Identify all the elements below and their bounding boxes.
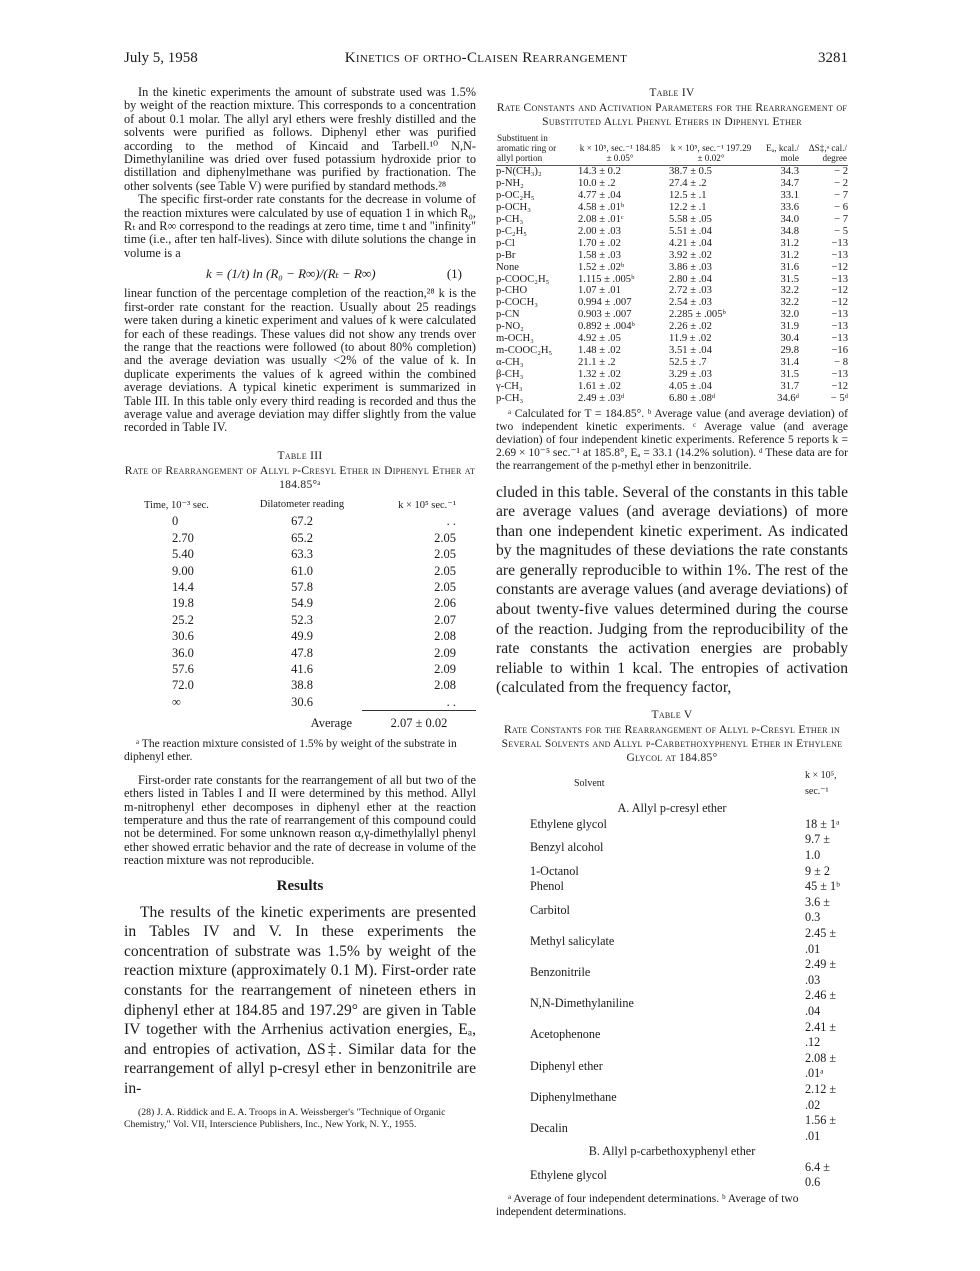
table-cell: 9.00 — [172, 563, 194, 578]
table-cell: p-NO₂ — [496, 321, 524, 333]
table-row — [496, 864, 848, 880]
table-cell: − 7 — [834, 214, 848, 226]
reference-footnote: (28) J. A. Riddick and E. A. Troops in A. Weissberger's "Technique of Organic Chemistry," Vol. VII, Interscience Publishers, Inc., New York, N. Y., 1955. — [124, 1106, 446, 1130]
table-row — [124, 694, 476, 711]
table-cell: 34.8 — [780, 225, 799, 237]
table-cell: −13 — [831, 249, 848, 261]
table-cell: 49.9 — [291, 629, 313, 644]
table-cell: − 6 — [834, 202, 848, 214]
table-cell: 65.2 — [291, 530, 313, 545]
table-3-body — [124, 514, 476, 711]
table-cell: Phenol — [530, 879, 564, 894]
table-cell: N,N-Dimethylaniline — [530, 996, 634, 1011]
table-cell: . . — [446, 514, 456, 529]
table-cell: −12 — [831, 297, 848, 309]
table-cell: Diphenylmethane — [530, 1089, 617, 1104]
table-row — [496, 1113, 848, 1144]
table-row — [496, 321, 848, 333]
table-cell: 14.4 — [172, 580, 194, 594]
column-header: k × 10⁵, sec.⁻¹ 197.29 ± 0.02° — [663, 133, 754, 166]
table-row — [124, 547, 476, 563]
table-cell: 36.0 — [172, 645, 194, 660]
table-row — [496, 369, 848, 381]
table-cell: 2.08 ± .01ᵃ — [805, 1050, 837, 1081]
table-cell: 0 — [172, 514, 179, 529]
table-row — [496, 895, 848, 926]
table-cell: p-COCH₃ — [496, 297, 538, 309]
table-5-caption — [496, 708, 848, 765]
table-cell: 31.5 — [780, 368, 799, 380]
table-title: Rate Constants for the Rearrangement of Allyl p-Cresyl Ether in Several Solvents and Allyl p-Carbethoxyphenyl Ether in Ethylene Glycol at 184.85° — [501, 724, 843, 765]
table-4 — [496, 133, 848, 405]
table-row — [496, 309, 848, 321]
table-cell: p-C₂H₅ — [496, 225, 527, 237]
table-section-label: B. Allyl p-carbethoxyphenyl ether — [588, 1144, 756, 1159]
table-cell: 27.4 ± .2 — [669, 178, 707, 190]
table-row — [496, 297, 848, 309]
table-cell: 31.2 — [780, 237, 799, 249]
column-header: Solvent — [574, 777, 605, 789]
table-cell: 3.92 ± .02 — [669, 249, 712, 261]
table-cell: . . — [446, 694, 456, 709]
table-cell: 63.3 — [291, 547, 313, 562]
table-cell: 2.49 ± .03ᵈ — [578, 392, 625, 404]
table-cell: 2.285 ± .005ᵇ — [669, 309, 726, 321]
table-cell: 21.1 ± .2 — [578, 356, 616, 368]
table-cell: 1.07 ± .01 — [578, 285, 621, 297]
right-column — [496, 86, 848, 1219]
table-cell: 32.2 — [780, 285, 799, 297]
table-cell: −12 — [831, 285, 848, 297]
table-number: Table III — [277, 449, 323, 462]
table-cell: 25.2 — [172, 612, 194, 627]
header-date: July 5, 1958 — [124, 50, 198, 66]
table-cell: 33.1 — [780, 190, 799, 202]
table-cell: 3.51 ± .04 — [669, 344, 712, 356]
table-cell: 1.115 ± .005ᵇ — [578, 273, 635, 285]
table-cell: 31.5 — [780, 273, 799, 285]
column-header: Dilatometer reading — [259, 499, 345, 511]
table-cell: 9.7 ± 1.0 — [805, 832, 830, 863]
paragraph: The specific first-order rate constants for the decrease in volume of the reaction mixtures were calculated by use of equation 1 in which R₀, Rₜ and R∞ correspond to the readings at zero time, time t and "infinity" time (i.e., after ten half-lives). Since with dilute solutions the change in volume is a — [124, 192, 476, 260]
table-cell: 2.05 — [434, 563, 456, 578]
table-cell: 32.0 — [780, 309, 799, 321]
table-5-footnote: ᵃ Average of four independent determinations. ᵇ Average of two independent determinations. — [496, 1193, 799, 1219]
table-cell: β-CH₃ — [496, 368, 524, 380]
table-cell: 61.0 — [291, 563, 313, 578]
table-row — [124, 514, 476, 530]
table-number: Table IV — [649, 87, 695, 99]
table-cell: 34.7 — [780, 178, 799, 190]
column-header: k × 10⁵ sec.⁻¹ — [398, 499, 456, 511]
table-cell: −13 — [831, 309, 848, 321]
table-cell: 1.32 ± .02 — [578, 368, 621, 380]
table-cell: 12.5 ± .1 — [669, 190, 707, 202]
column-header: k × 10⁵, sec.⁻¹ 184.85 ± 0.05° — [572, 133, 663, 166]
table-row — [124, 596, 476, 612]
table-cell: − 2 — [834, 166, 848, 178]
paragraph: linear function of the percentage completion of the reaction,²⁸ k is the first-order rate constant for the reaction. Usually about 25 readings were taken during a kinetic experiment and values of k were calculated for each of these readings. These values did not show any trends over the range that the reactions were followed (to about 80% completion) and the average deviation was usually <2% of the value of k. In duplicate experiments the values of k agreed within the combined average deviations. A typical kinetic experiment is summarized in Table III. In this table only every third reading is recorded and thus the average value and average deviation may differ slightly from the value recorded in Table IV. — [124, 286, 476, 435]
table-cell: m-COOC₂H₅ — [496, 344, 553, 356]
table-cell: 31.9 — [780, 321, 799, 333]
column-header: Eₐ, kcal./ mole — [754, 133, 803, 166]
table-number: Table V — [651, 709, 693, 722]
experimental-text-continued — [124, 774, 476, 868]
table-cell: 1.70 ± .02 — [578, 237, 621, 249]
table-cell: 4.21 ± .04 — [669, 237, 712, 249]
table-row — [496, 285, 848, 297]
table-cell: 2.05 — [434, 530, 456, 545]
table-cell: 57.6 — [172, 661, 194, 676]
table-cell: 2.12 ± .02 — [805, 1081, 837, 1112]
table-cell: 1.58 ± .03 — [578, 249, 621, 261]
table-cell: 2.49 ± .03 — [805, 957, 837, 987]
table-cell: −16 — [831, 344, 848, 356]
table-cell: 33.6 — [780, 202, 799, 214]
table-cell: 31.4 — [780, 356, 799, 368]
table-title: Rate Constants and Activation Parameters for the Rearrangement of Substituted Allyl Phenyl Ethers in Diphenyl Ether — [496, 102, 848, 128]
table-cell: − 8 — [834, 356, 848, 368]
table-row — [124, 563, 476, 579]
table-3-footnote: ᵃ The reaction mixture consisted of 1.5% by weight of the substrate in diphenyl ether. — [124, 737, 457, 763]
table-cell: −13 — [831, 333, 848, 345]
table-cell: 2.05 — [434, 547, 456, 562]
table-cell: − 2 — [834, 178, 848, 190]
table-row — [496, 333, 848, 345]
table-3 — [124, 498, 476, 732]
table-cell: 52.5 ± .7 — [669, 356, 707, 368]
column-header: ΔS‡,ᵃ cal./ degree — [803, 133, 848, 166]
table-row — [124, 612, 476, 628]
table-cell: 67.2 — [291, 514, 313, 529]
table-section-label: A. Allyl p-cresyl ether — [617, 801, 727, 816]
results-text — [124, 903, 476, 1099]
header-title: Kinetics of ortho-Claisen Rearrangement — [344, 50, 628, 66]
paragraph: In the kinetic experiments the amount of substrate used was 1.5% by weight of the reaction mixture. This corresponds to a concentration of about 0.1 molar. The allyl aryl ethers were freshly distilled and the solvents were purified as follows. Diphenyl ether was purified according to the method of Kincaid and Tarbell.¹⁰ N,N-Dimethylaniline was dried over fused potassium hydroxide prior to distillation and diphenylmethane was purified by fractionation. The other solvents (see Table V) were purified by standard methods.²⁸ — [124, 85, 476, 193]
table-title: Rate of Rearrangement of Allyl p-Cresyl Ether in Diphenyl Ether at 184.85°ᵃ — [124, 464, 476, 491]
table-cell: 3.29 ± .03 — [669, 368, 712, 380]
table-cell: 5.51 ± .04 — [669, 225, 712, 237]
table-cell: 34.0 — [780, 214, 799, 226]
table-cell: −13 — [831, 273, 848, 285]
table-cell: 30.6 — [172, 629, 194, 644]
table-row — [496, 190, 848, 202]
table-cell: α-CH₃ — [496, 356, 524, 368]
table-cell: 4.92 ± .05 — [578, 333, 621, 345]
table-row — [124, 711, 476, 732]
table-cell: 30.6 — [291, 694, 313, 709]
table-row — [124, 530, 476, 546]
column-header: Time, 10⁻³ sec. — [144, 499, 209, 511]
table-row — [496, 1082, 848, 1113]
table-4-caption — [496, 86, 848, 129]
table-cell: p-CH₃ — [496, 392, 524, 404]
table-cell: 2.45 ± .01 — [805, 925, 837, 956]
table-5 — [496, 767, 848, 1191]
table-cell: 2.09 — [434, 645, 456, 660]
table-row — [124, 661, 476, 677]
table-cell: ∞ — [172, 694, 181, 709]
table-cell: 45 ± 1ᵇ — [805, 879, 840, 894]
table-row — [496, 202, 848, 214]
table-4-body — [496, 166, 848, 405]
page-number: 3281 — [818, 50, 848, 66]
table-row — [124, 579, 476, 595]
table-row — [496, 926, 848, 957]
table-row — [124, 678, 476, 694]
table-section-row — [496, 801, 848, 817]
table-cell: 4.05 ± .04 — [669, 380, 712, 392]
table-cell: Methyl salicylate — [530, 933, 615, 948]
paragraph: The results of the kinetic experiments are presented in Tables IV and V. In these experiments the concentration of substrate was 1.5% by weight of the reaction mixture (approximately 0.1 M). First-order rate constants for the rearrangement of nineteen ethers in diphenyl ether at 184.85 and 197.29° are given in Table IV together with the Arrhenius activation energies, Eₐ, and entropies of activation, ΔS‡. Similar data for the rearrangement of allyl p-cresyl ether in benzonitrile are in- — [124, 903, 476, 1098]
table-cell: 29.8 — [780, 344, 799, 356]
paragraph: cluded in this table. Several of the constants in this table are average values (and average deviations) of more than one independent kinetic experiment. As indicated by the magnitudes of these deviations the rate constants are generally reproducible to within 1%. The rest of the constants are average values (and average deviations) of about twenty-five values determined during the course of the reaction. Judging from the reproducibility of the rate constants the activation energies are probably reliable to within 1 kcal. The entropies of activation (calculated from the frequency factor, — [496, 483, 848, 697]
table-cell: −12 — [831, 380, 848, 392]
table-cell: 31.6 — [780, 261, 799, 273]
table-row — [496, 345, 848, 357]
table-cell: p-CHO — [496, 285, 528, 297]
table-row — [496, 214, 848, 226]
table-cell: 47.8 — [291, 645, 313, 660]
table-cell: p-NH₂ — [496, 178, 524, 190]
table-cell: 2.08 — [434, 629, 456, 644]
table-section-row — [496, 1144, 848, 1160]
table-row — [496, 238, 848, 250]
table-row — [496, 879, 848, 895]
paragraph: First-order rate constants for the rearrangement of all but two of the ethers listed in Tables I and II were determined by this method. Allyl m-nitrophenyl ether decomposes in diphenyl ether at the reaction temperature and thus the rate of rearrangement of this compound could not be determined. For some unknown reason α,γ-dimethylallyl phenyl ether showed erratic behavior and the rate of decrease in volume of the reaction mixture was not reproducible. — [124, 772, 476, 868]
table-cell: Ethylene glycol — [530, 1167, 607, 1182]
table-cell: 2.46 ± .04 — [805, 988, 837, 1018]
table-cell: 0.892 ± .004ᵇ — [578, 321, 635, 333]
table-5-body — [496, 801, 848, 1191]
table-cell: 0.994 ± .007 — [578, 297, 632, 309]
table-cell: p-OC₂H₅ — [496, 190, 535, 202]
table-cell: Acetophenone — [530, 1027, 601, 1042]
table-row — [496, 262, 848, 274]
table-cell: 38.8 — [291, 678, 313, 693]
table-row — [124, 628, 476, 644]
table-cell: 31.2 — [780, 249, 799, 261]
table-cell: 41.6 — [291, 661, 313, 676]
table-cell: 3.6 ± 0.3 — [805, 894, 830, 925]
table-cell: p-Br — [496, 249, 516, 261]
experimental-text-continued — [124, 287, 476, 434]
table-cell: −13 — [831, 321, 848, 333]
left-column — [124, 86, 476, 1131]
table-cell: 14.3 ± 0.2 — [578, 166, 621, 178]
table-cell: −13 — [831, 368, 848, 380]
table-cell: 32.2 — [780, 297, 799, 309]
table-cell: 1.61 ± .02 — [578, 380, 621, 392]
table-cell: m-OCH₃ — [496, 333, 534, 345]
table-cell: 2.41 ± .12 — [805, 1019, 837, 1050]
table-cell: p-CH₃ — [496, 214, 524, 226]
table-cell: 2.08 — [434, 678, 456, 693]
table-cell: 4.58 ± .01ᵇ — [578, 202, 625, 214]
table-cell: 2.05 — [434, 580, 456, 594]
table-row — [496, 274, 848, 286]
table-cell: 2.70 — [172, 530, 194, 545]
table-cell: p-OCH₃ — [496, 202, 531, 214]
table-row — [496, 381, 848, 393]
table-cell: 0.903 ± .007 — [578, 309, 632, 321]
equation-number: (1) — [446, 266, 462, 282]
table-cell: γ-CH₃ — [496, 380, 523, 392]
table-cell: 72.0 — [172, 678, 194, 693]
table-cell: 1.48 ± .02 — [578, 344, 621, 356]
table-row — [496, 166, 848, 178]
table-row — [496, 1160, 848, 1191]
table-row — [496, 250, 848, 262]
table-row — [496, 988, 848, 1019]
table-cell: 2.54 ± .03 — [669, 297, 712, 309]
table-cell: 4.77 ± .04 — [578, 190, 621, 202]
table-cell: 1.56 ± .01 — [805, 1113, 837, 1143]
table-cell: 18 ± 1ᵃ — [805, 816, 840, 831]
table-cell: 2.26 ± .02 — [669, 321, 712, 333]
table-cell: 2.07 — [434, 612, 456, 627]
table-cell: 2.72 ± .03 — [669, 285, 712, 297]
section-heading: Results — [276, 877, 324, 894]
table-cell: −12 — [831, 261, 848, 273]
table-cell: 31.7 — [780, 380, 799, 392]
table-cell: Diphenyl ether — [530, 1058, 603, 1073]
equation-1 — [124, 266, 476, 282]
table-cell: 2.09 — [434, 661, 456, 676]
table-cell: Ethylene glycol — [530, 816, 607, 831]
table-cell: 2.06 — [434, 596, 456, 611]
average-value: 2.07 ± 0.02 — [362, 711, 476, 732]
table-cell: − 5ᵈ — [830, 392, 848, 404]
table-cell: 2.08 ± .01ᶜ — [578, 214, 624, 226]
table-row — [496, 178, 848, 190]
table-cell: 34.3 — [780, 166, 799, 178]
table-cell: Benzonitrile — [530, 964, 591, 979]
table-4-footnote: ᵃ Calculated for T = 184.85°. ᵇ Average value (and average deviation) of two independent kinetic experiments. ᶜ Average value (and average deviation) of four independent kinetic experiments. Reference 5 reports k = 2.69 × 10⁻⁵ sec.⁻¹ at 185.8°, Eₐ = 33.1 (14.2% solution). ᵈ These data are for the rearrangement of the p-methyl ether in benzonitrile. — [496, 407, 848, 472]
table-cell: 6.80 ± .08ᵈ — [669, 392, 716, 404]
table-cell: 34.6ᵈ — [777, 392, 799, 404]
table-cell: 57.8 — [291, 580, 313, 594]
table-cell: − 7 — [834, 190, 848, 202]
table-cell: 38.7 ± 0.5 — [669, 166, 712, 178]
table-row — [496, 357, 848, 369]
column-header: Substituent in aromatic ring or allyl portion — [496, 133, 572, 166]
table-cell: 12.2 ± .1 — [669, 202, 707, 214]
results-text-continued — [496, 483, 848, 699]
table-cell: 9 ± 2 — [805, 863, 830, 878]
table-cell: −13 — [831, 237, 848, 249]
table-cell: Carbitol — [530, 902, 570, 917]
table-cell: 3.86 ± .03 — [669, 261, 712, 273]
table-cell: 1.52 ± .02ᵇ — [578, 261, 625, 273]
table-row — [496, 832, 848, 863]
table-row — [124, 645, 476, 661]
table-cell: 5.40 — [172, 547, 194, 562]
table-cell: 5.58 ± .05 — [669, 214, 712, 226]
table-row — [496, 957, 848, 988]
column-header: k × 10⁵, sec.⁻¹ — [805, 770, 837, 797]
table-row — [496, 1020, 848, 1051]
table-cell: 2.80 ± .04 — [669, 273, 712, 285]
table-cell: Benzyl alcohol — [530, 840, 604, 855]
table-row — [496, 1051, 848, 1082]
table-cell: 54.9 — [291, 596, 313, 611]
table-cell: 6.4 ± 0.6 — [805, 1159, 830, 1190]
table-cell: p-Cl — [496, 237, 515, 249]
table-cell: 19.8 — [172, 596, 194, 611]
equation-formula: k = (1/t) ln (R₀ − R∞)/(Rₜ − R∞) — [206, 266, 376, 282]
table-cell: None — [496, 261, 519, 273]
average-label: Average — [310, 715, 352, 730]
table-row — [496, 226, 848, 238]
table-cell: 52.3 — [291, 612, 313, 627]
table-cell: p-COOC₂H₅ — [496, 273, 550, 285]
table-cell: Decalin — [530, 1120, 568, 1135]
table-cell: 11.9 ± .02 — [669, 333, 712, 345]
page-header — [124, 50, 848, 70]
table-row — [496, 817, 848, 833]
table-3-caption — [124, 449, 476, 492]
table-cell: − 5 — [834, 225, 848, 237]
table-cell: p-CN — [496, 309, 520, 321]
table-cell: 1-Octanol — [530, 863, 579, 878]
experimental-text — [124, 86, 476, 260]
table-cell: p-N(CH₃)₂ — [496, 166, 542, 178]
table-row — [496, 393, 848, 405]
table-cell: 2.00 ± .03 — [578, 225, 621, 237]
table-cell: 10.0 ± .2 — [578, 178, 616, 190]
table-cell: 30.4 — [780, 333, 799, 345]
